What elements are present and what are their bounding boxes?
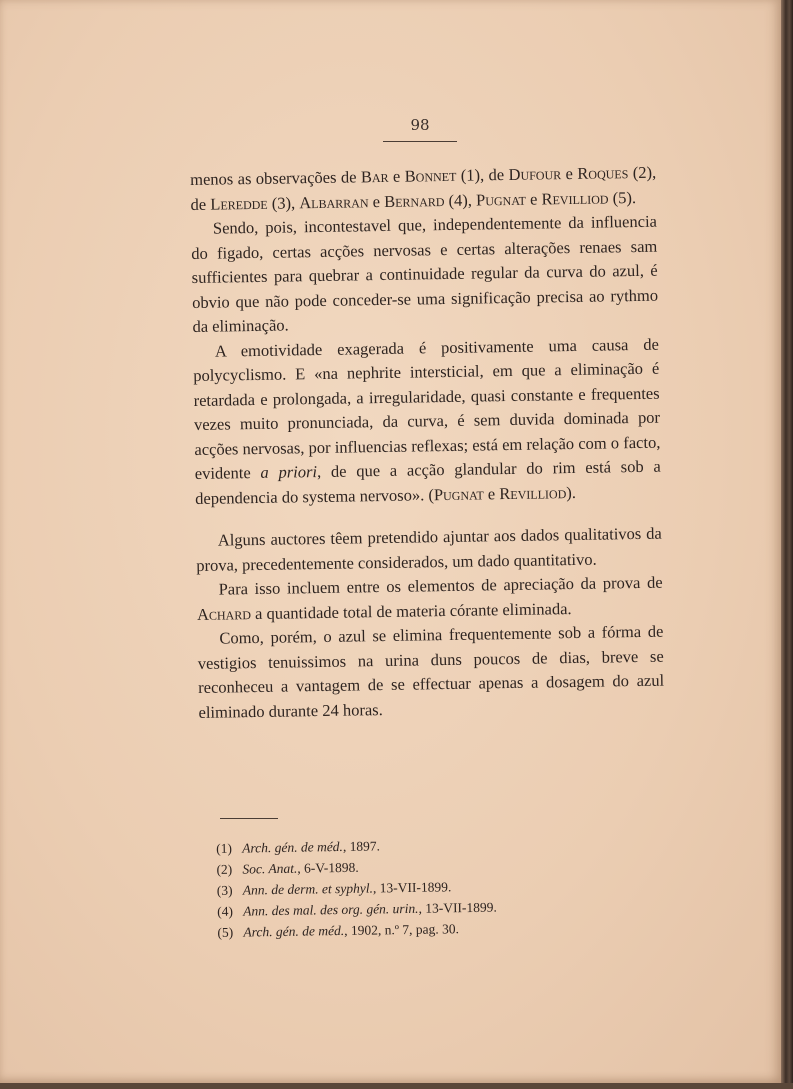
author-revilliod: Revilliod [541, 187, 609, 208]
paragraph-5 [196, 571, 663, 627]
text-run: menos as observações de [190, 167, 362, 189]
paragraph-3 [193, 332, 662, 511]
footnote-detail: , 1897. [342, 838, 381, 855]
author-roques: Roques [577, 163, 629, 183]
paragraph-1 [190, 161, 657, 217]
text-run: A emotividade exagerada é positivamente uma causa de polycyclismo. E «na nephrite intersticial, em que a eliminação é retardada e prolongada, a irregularidade, quasi constante e frequentes vezes muito pronunciada, da curva, é sem duvida dominada por acções nervosas, por influencias reflexas; está em relação com o facto, evidente [193, 334, 661, 483]
text-run: e [561, 163, 578, 184]
author-leredde: Leredde [210, 193, 268, 214]
paragraph-6: Como, porém, o azul se elimina frequentemente sob a fórma de vestigios tenuissimos na urina duns poucos de dias, breve se reconheceu a vantagem de se effectuar apenas a dosagem do azul eliminado durante 24 horas. [197, 621, 665, 722]
footnote-source: Arch. gén. de méd. [243, 922, 345, 940]
footnote-source: Ann. des mal. des org. gén. urin. [243, 900, 419, 919]
author-dufour: Dufour [508, 164, 562, 184]
author-achard: Achard [196, 603, 252, 624]
footnote-number: (4) [217, 903, 234, 919]
body-text [190, 161, 665, 725]
book-spine-edge [781, 0, 793, 1089]
footnote-detail: , 6-V-1898. [297, 859, 359, 876]
text-run: (4), [444, 190, 477, 210]
text-run: e [368, 191, 385, 211]
author-bar: Bar [360, 166, 389, 187]
paragraph-4: Alguns auctores têem pretendido ajuntar aos dados qualitativos da prova, precedentemente considerados, um dado quantitativo. [196, 523, 662, 575]
footnote-number: (5) [217, 924, 234, 940]
footnotes [216, 831, 658, 943]
text-run: ). [566, 482, 577, 502]
text-run: (2), de [190, 162, 657, 214]
author-pugnat: Pugnat [475, 189, 527, 210]
footnote-detail: , 13-VII-1899. [418, 899, 497, 916]
author-pugnat: Pugnat [433, 483, 484, 504]
footnote-detail: , 13-VII-1899. [372, 879, 452, 896]
italic-a-priori: a priori [260, 462, 318, 482]
text-run: Para isso incluem entre os elementos de apreciação da prova de [218, 572, 663, 599]
text-run: e [525, 188, 542, 209]
page-number-rule [383, 141, 457, 142]
author-bonnet: Bonnet [404, 165, 457, 186]
author-bernard: Bernard [383, 190, 445, 211]
footnote-number: (1) [216, 840, 233, 856]
paragraph-2: Sendo, pois, incontestavel que, independentemente da influencia do figado, certas acções nervosas e certas alterações renaes sam sufficientes para quebrar a continuidade regular da curva do azul, é obvio que não pode conceder-se uma significação precisa ao rythmo da eliminação. [191, 211, 659, 336]
footnotes-rule [220, 818, 278, 819]
text-run: (3), [267, 192, 300, 213]
text-run: (1), de [456, 164, 509, 185]
footnote-source: Soc. Anat. [242, 860, 298, 877]
footnote-number: (2) [216, 861, 233, 877]
author-revilliod: Revilliod [499, 482, 567, 503]
footnote-detail: , 1902, n.º 7, pag. 30. [344, 921, 460, 938]
author-albarran: Albarran [299, 191, 369, 212]
book-bottom-edge [0, 1083, 793, 1089]
page-number: 98 [410, 116, 430, 134]
text-run: e [388, 166, 405, 186]
footnote-number: (3) [216, 882, 233, 898]
footnote-source: Arch. gén. de méd. [242, 839, 343, 856]
text-run: a quantidade total de materia córante eliminada. [250, 598, 572, 623]
text-run: , de que a acção glandular do rim está sob a dependencia do systema nervoso». ( [195, 456, 661, 508]
text-run: e [483, 483, 500, 503]
text-run: (5). [608, 187, 637, 207]
footnote-source: Ann. de derm. et syphyl. [242, 880, 374, 898]
